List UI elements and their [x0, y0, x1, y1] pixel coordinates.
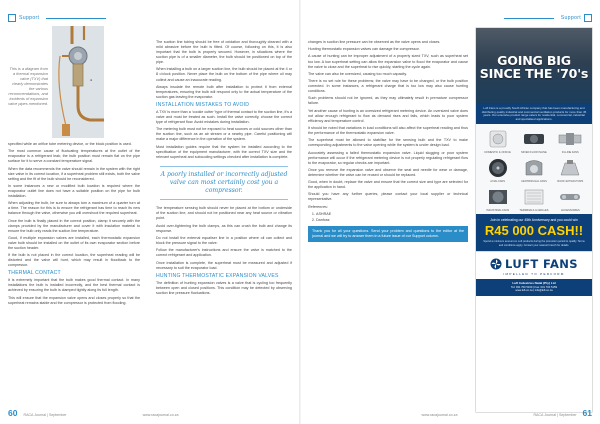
advert-contact	[476, 279, 592, 296]
product-label: DOMESTIC & OFFICE	[484, 151, 511, 154]
paragraph: This will ensure that the expansion valve opens and closes properly so that the superheat remains stable and the compressor is protected from flooding.	[8, 295, 140, 305]
paragraph: When adjusting the bulb, be sure to always turn a maximum of a quarter turn at a time. The reason for this is to ensure the refrigerant has time to reach its new balance through the valve, otherwise you will overshoot the required superheat.	[8, 201, 140, 216]
support-square-icon	[8, 14, 16, 22]
reader-note: Thank you for all your questions. Send your problem and questions to the editor at the journal and we will try to answer them in a future issue of our Support column.	[308, 226, 468, 242]
right-footer	[421, 408, 592, 418]
product-label: CENTRIFUGAL FANS	[521, 180, 547, 183]
paragraph: The superheat must be allowed to stabilise for the sensing bulb and the TXV to make corresponding adjustments to the valve opening while the system is under design load.	[308, 138, 468, 148]
paragraph: Avoid over-tightening the bulb clamps, as this can crush the bulb and change its response.	[156, 223, 292, 233]
paragraph: The most common cause of fluctuating temperatures at the outlet of the evaporator is a refrigerant leak; the bulb position must remain flat on the pipe surface for it to serve a constant temperature signal.	[8, 149, 140, 164]
product-label: IN-LINE FANS	[561, 151, 579, 154]
references-list	[316, 212, 468, 223]
paragraph: Good, if multiple expansion valves are installed, each thermostatic expansion valve bulb should be installed on the outlet of its own evaporator section before the suction header.	[8, 235, 140, 250]
brand-name: LUFT FANS	[505, 257, 578, 272]
product-item	[481, 128, 514, 154]
paragraph: Hunting thermostatic expansion valves can damage the compressor.	[308, 47, 420, 52]
grille-icon	[519, 186, 549, 208]
footer-site: www.racajournal.co.za	[421, 413, 458, 417]
reference-item: 2. Danfoss	[316, 218, 468, 223]
support-header-tag	[504, 14, 592, 22]
advert-description: Luft Fans is a proudly South African company that has been manufacturing and distributing quality industrial and commercial ventilation products for more than 45 years. Our extensive product range caters for residential, commercial, industrial and specialised applications.	[476, 104, 592, 124]
paragraph: Should you have any further queries, please contact your local supplier or technical representative.	[308, 192, 468, 202]
paragraph: Once the bulb is finally placed in the correct position, clamp it securely with the clamps provided by the manufacturer and cover it with insulation material to ensure the bulb only reads the suction line temperature.	[8, 218, 140, 233]
promo-amount: R45 000 CASH!!	[484, 223, 584, 239]
product-item	[517, 157, 550, 183]
brand-block	[476, 251, 592, 279]
paragraph: The suction line tubing should be free of oxidation and thoroughly cleaned with a mild abrasive before the bulb is fitted. Of course, following on this, it is also important that the bulb is properly secured. However, in situations where the suction pipe is of a smaller diameter, the bulb should be positioned on top of the pipe.	[156, 40, 292, 65]
paragraph: There is no set rule for these problems; the valve may have to be changed, or the bulb position corrected. In some instances, a refrigerant charge that is too low may also cause hunting conditions.	[308, 79, 468, 94]
paragraph: A cause of hunting can be improper adjustment of a properly sized TXV, such as superheat set too low. A low superheat setting can allow the expansion valve to flood the evaporator and cause the valve to close and the superheat to rise quickly, starting the cycle again.	[308, 54, 468, 69]
section-heading: HUNTING THERMOSTATIC EXPANSION VALVES	[156, 272, 279, 279]
paragraph: When the data recommends the valve should remain in the system with the right size valve in its correct location, if a superheat problem still exists, both the valve setting and the fit of the bulb should be reconsidered.	[8, 166, 140, 181]
product-label: ROOF EXTRACTORS	[557, 180, 584, 183]
right-page	[300, 0, 600, 424]
left-footer	[8, 408, 179, 418]
reference-item: 1. ASHRAE	[316, 212, 468, 217]
promo-terms: Spend a minimum amount on Luft products during the promotion period to qualify. Terms and conditions apply. Contact your nearest branch for details.	[483, 240, 585, 247]
header-rule	[504, 18, 554, 19]
contact-web: www.luft.co.za | info@luft.co.za	[515, 289, 553, 293]
brand-tagline: IMPELLED TO PERFORM	[503, 272, 565, 277]
section-heading: THERMAL CONTACT	[8, 270, 61, 277]
left-column-1	[8, 142, 140, 308]
fan-icon	[519, 157, 549, 179]
references-label: References:	[308, 204, 328, 209]
paragraph: The valve can also be oversized, causing too much capacity.	[308, 71, 407, 76]
footer-issue: RACA Journal | September	[533, 413, 577, 417]
product-item	[554, 128, 587, 154]
product-grid	[476, 124, 592, 214]
product-item	[481, 186, 514, 212]
paragraph: Good, when in doubt, replace the valve and ensure that the correct size and type are selected for the application in hand.	[308, 180, 468, 190]
paragraph: Such problems should not be ignored, as they may ultimately result in premature compressor failure.	[308, 96, 468, 106]
advert-banner	[476, 28, 592, 104]
section-heading: INSTALLATION MISTAKES TO AVOID	[156, 101, 250, 108]
headline-line-2: SINCE THE '70's	[479, 66, 589, 81]
product-label: TERMINALS & GRILLES	[519, 209, 549, 212]
fan-icon	[555, 128, 585, 150]
fan-icon	[483, 128, 513, 150]
paragraph: Follow the manufacturer's instructions and ensure the valve is matched to the correct refrigerant and application.	[156, 248, 292, 258]
product-label: AXIAL FANS	[490, 180, 506, 183]
accessory-icon	[555, 186, 585, 208]
fan-icon	[519, 128, 549, 150]
paragraph: Always insulate the remote bulb after installation to protect it from external temperatures, ensuring the bulb will respond only to the actual temperature of the suction gas leaving the evaporator.	[156, 84, 292, 99]
product-item	[554, 186, 587, 212]
fan-icon	[483, 157, 513, 179]
promo-text: Join in celebrating our 45th Anniversary and you could win	[490, 218, 578, 222]
expansion-valve-photo	[52, 26, 104, 138]
image-caption: This is a diagram from a thermal expansion valve (TXV) that clearly demonstrates the various recommendations, and incidents of expansion valve pipes mentioned.	[8, 66, 48, 106]
paragraph: A TXV is more than a ‘cookie cutter’ type of thermal contact to the suction line, it's a valve and must be treated as such. Install the valve correctly, choose the correct type of refrigerant flow. Avoid mistakes during installation.	[156, 109, 292, 125]
paragraph: Most installation guides require that the system be installed according to the specification of the equipment manufacturer, with the correct TXV size and the relevant superheat and subcooling settings checked after installation is complete.	[156, 144, 292, 159]
fan-icon	[483, 186, 513, 208]
brand-logo	[480, 257, 588, 271]
product-item	[554, 157, 587, 183]
paragraph: Once you remove the expansion valve and observe the seat and needle for wear or damage, determine whether the valve can be reused or should be replaced.	[308, 167, 468, 177]
section-label: Support	[19, 15, 40, 21]
footer-site: www.racajournal.co.za	[142, 413, 179, 417]
footer-issue: RACA Journal | September	[23, 413, 67, 417]
section-label: Support	[560, 15, 581, 21]
paragraph: When installing a bulb on a larger suction line, the bulb should be placed at the 4 or 8 o'clock position. Never place the bulb on the bottom of the pipe where oil may collect and cause an inaccurate reading.	[156, 67, 292, 82]
paragraph: It should be noted that variations in load conditions will also affect the superheat reading and thus the performance of the thermostatic expansion valve.	[308, 125, 468, 136]
product-label: INDUSTRIAL FANS	[486, 209, 510, 212]
product-item	[517, 186, 550, 212]
paragraph: The temperature sensing bulb should never be placed at the bottom or underside of the suction line, and should not be positioned near any heat source or vibration point.	[156, 206, 292, 221]
valve-diagram-icon	[52, 26, 104, 138]
fan-icon	[555, 157, 585, 179]
support-header-tag	[8, 14, 106, 22]
anniversary-promo	[476, 214, 592, 251]
paragraph: Accurately assessing a failed thermostatic expansion valve. Liquid slugging or poor system performance will occur if the refrigerant metering device is not properly regulating refrigerant flow to the evaporator, so regular checks are important.	[308, 150, 468, 165]
headline-line-1: GOING BIG	[497, 53, 571, 68]
support-square-icon	[584, 14, 592, 22]
paragraph: specified while an orifice tube metering device, or the block position is used.	[8, 142, 132, 146]
luft-fans-advert[interactable]	[476, 28, 592, 412]
header-rule	[46, 18, 106, 19]
product-item	[481, 157, 514, 183]
paragraph: Do not install the external equaliser line in a position where oil can collect and block the pressure signal to the valve.	[156, 235, 292, 245]
paragraph: If the bulb is not placed in the correct location, the superheat reading will be distorted and the valve will hunt, which may result in floodback to the compressor.	[8, 253, 140, 268]
contact-phone: Tel: 031 700 5160 | Fax: 031 700 5159	[511, 285, 557, 289]
paragraph: In some instances a new or modified bulb location is required where the evaporator outlet line does not have a suitable position on the pipe for bulb installation.	[8, 183, 140, 198]
product-label: ACCESSORIES	[560, 209, 580, 212]
right-column	[308, 40, 468, 242]
page-number: 60	[8, 408, 18, 418]
advert-headline	[476, 54, 592, 80]
paragraph: It is extremely important that the bulb makes good thermal contact. In many installations the bulb is installed incorrectly, and the best thermal contact is achieved by ensuring the bulb is clamped tightly along its full length.	[8, 278, 140, 293]
product-label: MIXED FLOW INLINE	[521, 151, 547, 154]
paragraph: Once installation is complete, the superheat must be measured and adjusted if necessary to suit the evaporator load.	[156, 260, 292, 270]
svg-text:●: ●	[90, 78, 93, 82]
paragraph: changes in suction line pressure can be observed as the valve opens and closes.	[308, 40, 441, 44]
company-name: Luft Industries Natal (Pty) Ltd	[512, 281, 556, 286]
page-number: 61	[582, 408, 592, 418]
paragraph: Yet another cause of hunting is an oversized refrigerant metering device. An oversized valve does not allow enough refrigerant to flow as demand rises and falls, which leads to poor system efficiency and temperature control.	[308, 108, 468, 123]
fan-logo-icon	[490, 258, 502, 270]
pull-quote: A poorly installed or incorrectly adjusted valve can most certainly cost you a compressor.	[160, 166, 288, 201]
left-column-2	[156, 40, 292, 298]
product-item	[517, 128, 550, 154]
paragraph: The metering bulb must not be exposed to heat sources or cold sources other than the suction line, such as an air stream or a nearby pipe. Careful positioning will make a major difference in the operation of the system.	[156, 127, 292, 142]
paragraph: The definition of hunting expansion valves is a valve that is cycling too frequently between open and closed positions. This condition may be detected by observing suction line pressure fluctuations.	[156, 280, 292, 295]
